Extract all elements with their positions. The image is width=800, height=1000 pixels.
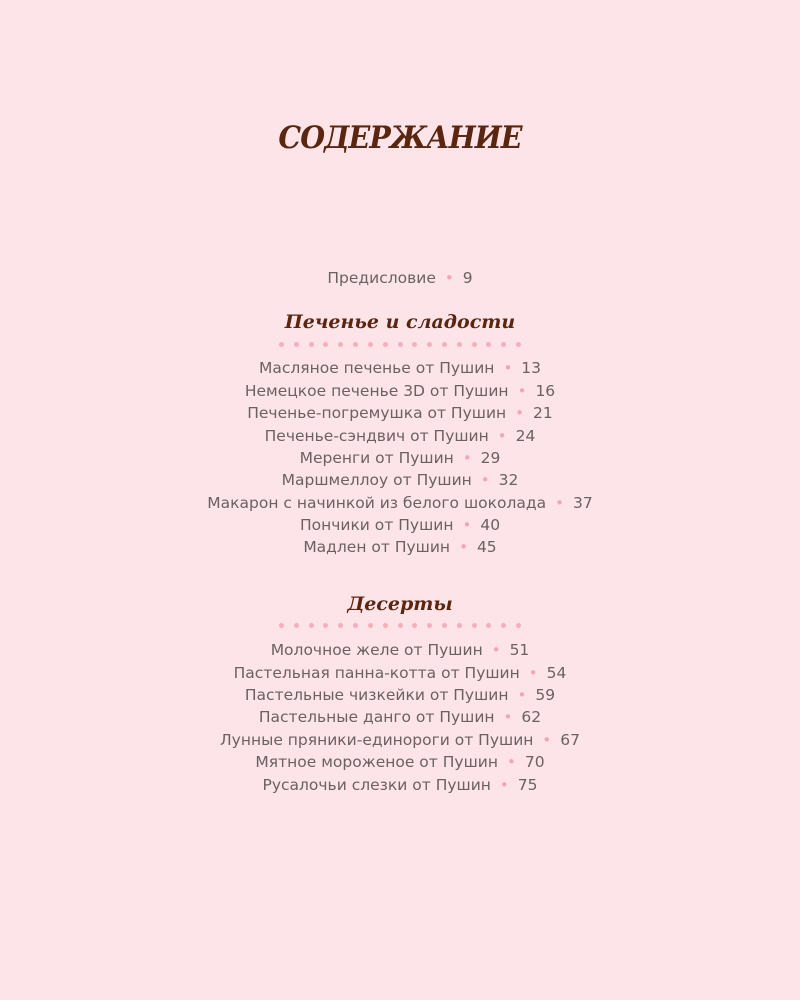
toc-entry-page: 13 — [521, 359, 542, 377]
dot-separator-icon: • — [528, 664, 538, 682]
dot-separator-icon: • — [515, 404, 525, 422]
toc-entry-page: 75 — [517, 776, 538, 794]
toc-entry-label: Молочное желе от Пушин — [270, 641, 483, 659]
toc-entry[interactable] — [0, 752, 800, 772]
dot-separator-icon: • — [503, 708, 513, 726]
toc-entry-label: Пастельные данго от Пушин — [258, 708, 495, 726]
toc-entry-page: 16 — [535, 382, 556, 400]
dot-separator-icon: • — [506, 753, 516, 771]
toc-entry-page: 40 — [480, 516, 501, 534]
toc-entry[interactable] — [0, 403, 800, 423]
toc-entry-page: 29 — [480, 449, 501, 467]
toc-entry-page: 45 — [476, 538, 497, 556]
dot-separator-icon: • — [491, 641, 501, 659]
toc-entry-label: Пастельная панна-котта от Пушин — [233, 664, 520, 682]
toc-entry[interactable] — [0, 663, 800, 683]
toc-entry-page: 70 — [524, 753, 545, 771]
toc-entry-page: 62 — [521, 708, 542, 726]
dot-separator-icon: • — [499, 776, 509, 794]
toc-entry-label: Мадлен от Пушин — [303, 538, 451, 556]
toc-entry-label: Пончики от Пушин — [299, 516, 454, 534]
toc-entry-page: 32 — [498, 471, 519, 489]
dot-separator-icon: • — [517, 686, 527, 704]
toc-entry-label: Масляное печенье от Пушин — [258, 359, 495, 377]
toc-entry[interactable] — [0, 470, 800, 490]
toc-entry-preface[interactable] — [0, 268, 800, 288]
toc-entry[interactable] — [0, 707, 800, 727]
toc-entry-label: Меренги от Пушин — [299, 449, 454, 467]
toc-entry-label: Лунные пряники-единороги от Пушин — [220, 731, 534, 749]
toc-entry[interactable] — [0, 515, 800, 535]
dotted-divider-icon — [279, 622, 521, 628]
toc-entry[interactable] — [0, 730, 800, 750]
toc-entry-page: 37 — [572, 494, 593, 512]
section-title-cookies: Печенье и сладости — [284, 311, 516, 333]
dot-separator-icon: • — [517, 382, 527, 400]
dot-separator-icon: • — [503, 359, 513, 377]
toc-entry-label: Маршмеллоу от Пушин — [281, 471, 472, 489]
toc-entry[interactable] — [0, 358, 800, 378]
toc-entry-page: 24 — [515, 427, 536, 445]
toc-entry[interactable] — [0, 448, 800, 468]
dot-separator-icon: • — [542, 731, 552, 749]
toc-entry[interactable] — [0, 381, 800, 401]
dot-separator-icon: • — [462, 449, 472, 467]
toc-entry[interactable] — [0, 640, 800, 660]
dot-separator-icon: • — [480, 471, 490, 489]
toc-entry-label: Русалочьи слезки от Пушин — [262, 776, 491, 794]
section-title-desserts: Десерты — [347, 593, 453, 615]
toc-entry-label: Печенье-погремушка от Пушин — [247, 404, 507, 422]
dot-separator-icon: • — [444, 269, 454, 287]
toc-entry-label: Мятное мороженое от Пушин — [255, 753, 498, 771]
dot-separator-icon: • — [459, 538, 468, 556]
dotted-divider-icon — [279, 341, 521, 347]
toc-entry-page: 21 — [533, 404, 553, 422]
dot-separator-icon: • — [497, 427, 507, 445]
toc-entry-label: Печенье-сэндвич от Пушин — [264, 427, 489, 445]
dot-separator-icon: • — [462, 516, 472, 534]
toc-entry-page: 51 — [509, 641, 530, 659]
toc-entry[interactable] — [0, 537, 800, 557]
toc-entry-label: Макарон с начинкой из белого шоколада — [207, 494, 547, 512]
toc-entry[interactable] — [0, 426, 800, 446]
dot-separator-icon: • — [555, 494, 564, 512]
toc-entry-label: Предисловие — [327, 269, 436, 287]
toc-entry-page: 54 — [546, 664, 567, 682]
toc-entry[interactable] — [0, 775, 800, 795]
toc-entry-label: Немецкое печенье 3D от Пушин — [244, 382, 509, 400]
toc-entry[interactable] — [0, 493, 800, 513]
toc-entry-page: 67 — [560, 731, 580, 749]
page-title: СОДЕРЖАНИЕ — [278, 120, 522, 156]
toc-entry-label: Пастельные чизкейки от Пушин — [244, 686, 509, 704]
toc-entry[interactable] — [0, 685, 800, 705]
toc-entry-page: 9 — [462, 269, 473, 287]
toc-entry-page: 59 — [535, 686, 556, 704]
